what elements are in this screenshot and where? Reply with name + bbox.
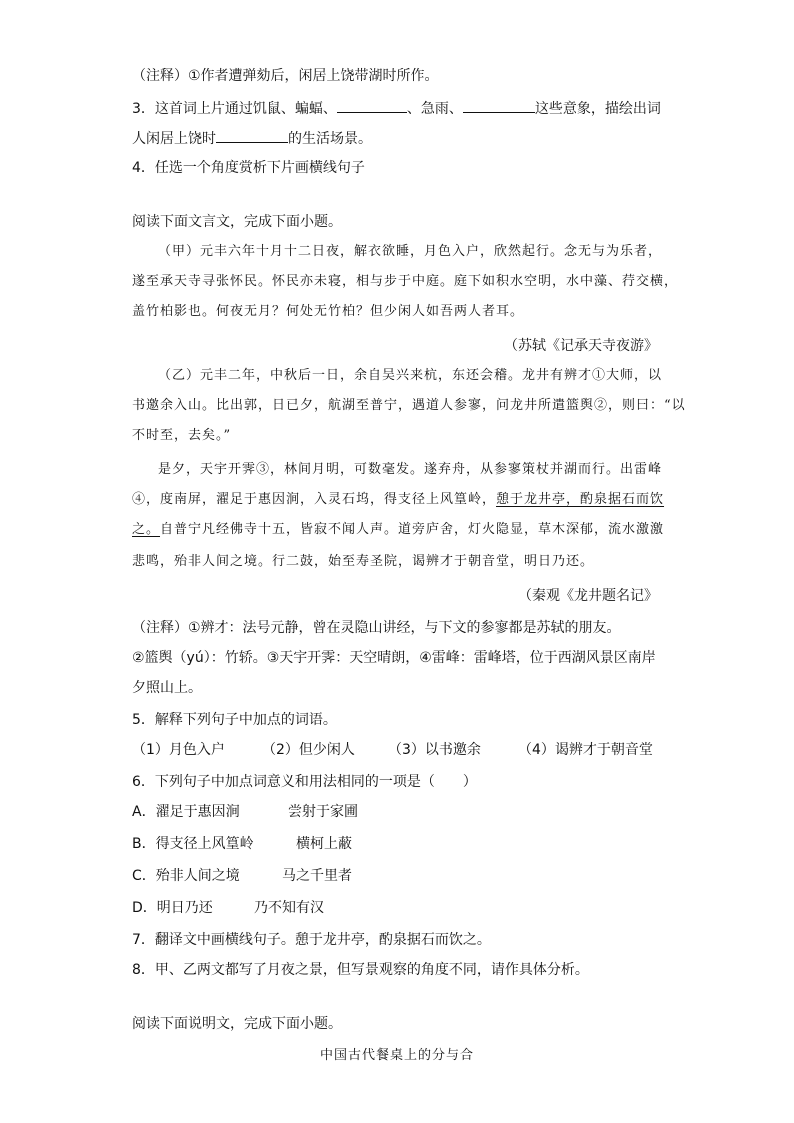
question-8: 8．甲、乙两文都写了月夜之景，但写景观察的角度不同，请作具体分析。: [132, 962, 589, 978]
q5-item: （4）谒辨才于朝音堂: [518, 742, 653, 758]
passage-yi-text: 自普宁凡经佛寺十五，皆寂不闻人声。道旁庐舍，灯火隐显，草木深郁，流水激激: [160, 522, 665, 537]
passage-yi-line: [132, 520, 664, 540]
q3-blank-2[interactable]: [463, 98, 535, 113]
passage-jia-source: （苏轼《记承天寺夜游》: [504, 338, 658, 354]
question-3-line-1: [132, 98, 661, 119]
question-5-stem: 5．解释下列句子中加点的词语。: [132, 712, 337, 728]
passage-yi-line: 悲鸣，殆非人间之境。行二鼓，始至寿圣院，谒辨才于朝音堂，明日乃还。: [132, 554, 595, 569]
q6-option-label: B．得支径上风篁岭: [132, 836, 254, 852]
q3-text-c: 这些意象，描绘出词: [534, 101, 661, 117]
q6-option-b[interactable]: [132, 834, 352, 854]
passage-jia-line: 盖竹柏影也。何夜无月？何处无竹柏？但少闲人如吾两人者耳。: [132, 304, 525, 319]
q6-option-pair: 尝射于家圃: [288, 804, 358, 820]
q6-option-a[interactable]: [132, 802, 358, 822]
q6-option-pair: 横柯上蔽: [296, 836, 352, 852]
annotation-line: ②篮舆（yú）：竹轿。③天宇开霁：天空晴朗，④雷峰：雷峰塔，位于西湖风景区南岸: [132, 650, 656, 666]
q6-option-label: D．明日乃还: [132, 900, 213, 916]
q3-text-b: 、急雨、: [406, 101, 463, 117]
q6-option-label: C．殆非人间之境: [132, 868, 240, 884]
article-title: 中国古代餐桌上的分与合: [319, 1048, 474, 1063]
q6-option-pair: 乃不知有汉: [254, 900, 324, 916]
question-5-items: [132, 740, 653, 760]
annotation-line: （注释）①辨才：法号元静，曾在灵隐山讲经，与下文的参寥都是苏轼的朋友。: [132, 620, 621, 636]
q6-option-c[interactable]: [132, 866, 352, 886]
passage-yi-line: 不时至，去矣。”: [132, 428, 232, 443]
passage-jia-line: （甲）元丰六年十月十二日夜，解衣欲睡，月色入户，欣然起行。念无与为乐者，: [158, 244, 663, 259]
passage-yi-line: 书邀余入山。比出郭，日已夕，航湖至普宁，遇道人参寥，问龙井所遣篮舆②，则曰：“以: [132, 398, 686, 413]
reading-intro-classical: 阅读下面文言文，完成下面小题。: [132, 214, 342, 230]
q3-text-d: 人闲居上饶时: [132, 131, 216, 147]
question-4: 4．任选一个角度赏析下片画横线句子: [132, 160, 365, 176]
q3-text-a: 3．这首词上片通过饥鼠、蝙蝠、: [132, 101, 337, 117]
q5-item: （1）月色入户: [132, 742, 225, 758]
reading-intro-expository: 阅读下面说明文，完成下面小题。: [132, 1016, 342, 1032]
passage-yi-text: ④，度南屏，濯足于惠因涧，入灵石坞，得支径上风篁岭，: [132, 492, 497, 507]
passage-yi-line: [132, 490, 664, 510]
q3-text-e: 的生活场景。: [288, 131, 372, 147]
q3-blank-1[interactable]: [337, 98, 407, 113]
q5-item: （2）但少闲人: [262, 742, 355, 758]
q6-option-d[interactable]: [132, 898, 324, 918]
question-3-line-2: [132, 128, 372, 149]
q6-option-label: A．濯足于惠因涧: [132, 804, 240, 820]
annotation-line: （注释）①作者遭弹劾后，闲居上饶带湖时所作。: [132, 68, 439, 84]
q6-option-pair: 马之千里者: [282, 868, 352, 884]
q5-item: （3）以书邀余: [388, 742, 481, 758]
underlined-sentence-end: 之。: [132, 522, 161, 537]
q3-blank-3[interactable]: [216, 128, 288, 143]
annotation-line: 夕照山上。: [132, 680, 202, 696]
passage-jia-line: 遂至承天寺寻张怀民。怀民亦未寝，相与步于中庭。庭下如积水空明，水中藻、荇交横，: [132, 274, 679, 289]
underlined-sentence: 憩于龙井亭，酌泉据石而饮: [496, 492, 665, 507]
question-7: 7．翻译文中画横线句子。憩于龙井亭，酌泉据石而饮之。: [132, 932, 491, 948]
question-6-stem: 6．下列句子中加点词意义和用法相同的一项是（ ）: [132, 774, 477, 790]
passage-yi-line: （乙）元丰二年，中秋后一日，余自吴兴来杭，东还会稽。龙井有辨才①大师，以: [158, 368, 663, 383]
passage-yi-line: 是夕，天宇开霁③，林间月明，可数毫发。遂弃舟，从参寥策杖并湖而行。出雷峰: [158, 462, 663, 477]
passage-yi-source: （秦观《龙井题名记》: [518, 588, 658, 604]
